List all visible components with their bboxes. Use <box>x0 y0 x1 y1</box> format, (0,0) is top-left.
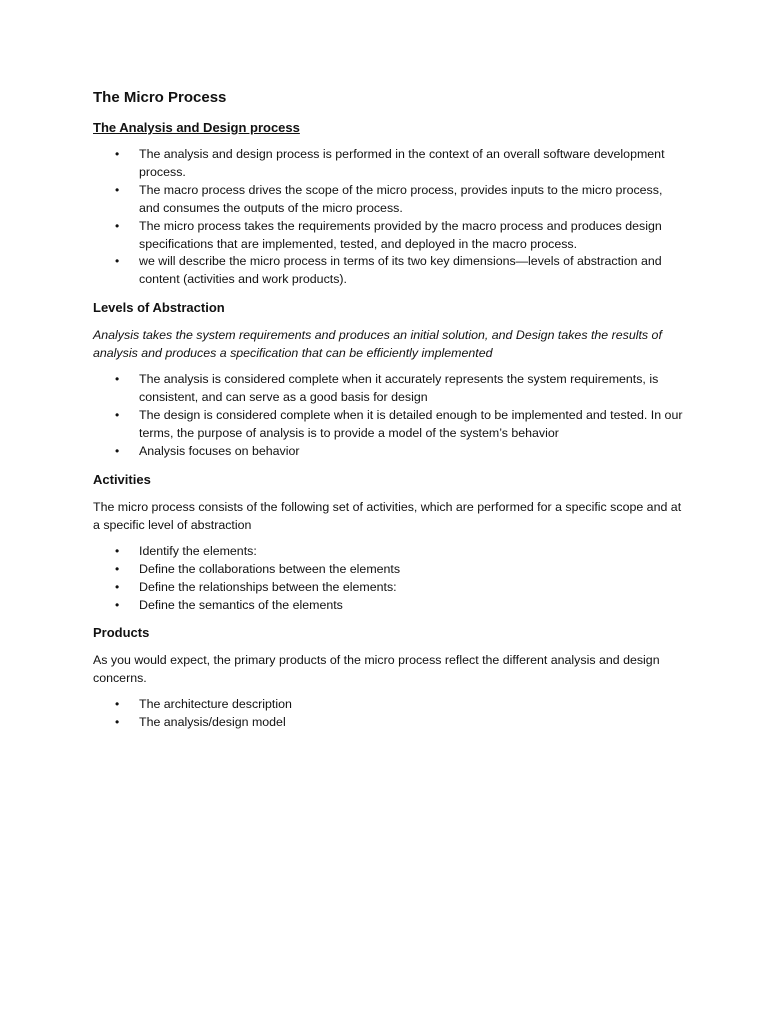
bullet-icon: • <box>115 579 120 594</box>
section-heading-levels: Levels of Abstraction <box>93 300 225 316</box>
list-item-text: The analysis/design model <box>139 715 286 730</box>
list-item-text: Define the relationships between the elements: <box>139 579 397 594</box>
list-item <box>93 714 683 732</box>
bullet-icon: • <box>115 147 120 161</box>
list-item-text: The architecture description <box>139 697 292 712</box>
bullet-icon: • <box>115 443 120 458</box>
list-item <box>93 371 683 407</box>
list-item <box>93 253 683 289</box>
list-item-text: The design is considered complete when it is detailed enough to be implemented and tested. In our terms, the purpose of analysis is to provide a model of the system’s behavior <box>139 408 683 440</box>
list-item-text: The analysis and design process is performed in the context of an overall software development process. <box>139 147 665 179</box>
list-item-text: Analysis focuses on behavior <box>139 443 300 458</box>
products-intro: As you would expect, the primary products of the micro process reflect the different analysis and design concerns. <box>93 653 660 686</box>
levels-intro: Analysis takes the system requirements and produces an initial solution, and Design takes the results of analysis and produces a specification that can be efficiently implemented <box>93 328 662 361</box>
bullet-icon: • <box>115 597 120 612</box>
list-item <box>93 579 683 597</box>
bullet-icon: • <box>115 715 120 730</box>
section-heading-analysis-design: The Analysis and Design process <box>93 120 300 135</box>
list-item-text: The macro process drives the scope of the micro process, provides inputs to the micro process, and consumes the outputs of the micro process. <box>139 182 663 215</box>
activities-intro: The micro process consists of the following set of activities, which are performed for a specific scope and at a specific level of abstraction <box>93 499 682 532</box>
levels-list <box>93 371 683 461</box>
section-heading-products: Products <box>93 625 150 641</box>
bullet-icon: • <box>115 543 120 558</box>
bullet-icon: • <box>115 372 120 387</box>
bullet-icon: • <box>115 254 120 269</box>
list-item <box>93 146 683 182</box>
list-item <box>93 696 683 714</box>
bullet-icon: • <box>115 182 120 197</box>
list-item-text: Define the collaborations between the elements <box>139 561 401 576</box>
list-item <box>93 561 683 579</box>
bullet-icon: • <box>115 561 120 576</box>
list-item-text: The micro process takes the requirements provided by the macro process and produces design specifications that are implemented, tested, and deployed in the macro process. <box>139 218 662 251</box>
products-list <box>93 696 683 732</box>
list-item <box>93 597 683 615</box>
list-item <box>93 443 683 461</box>
list-item-text: The analysis is considered complete when it accurately represents the system requirements, is consistent, and can serve as a good basis for design <box>139 372 659 405</box>
list-item <box>93 218 683 254</box>
bullet-icon: • <box>115 408 120 423</box>
section-heading-activities: Activities <box>93 471 151 487</box>
document-title: The Micro Process <box>93 89 227 106</box>
list-item-text: Identify the elements: <box>139 543 257 558</box>
bullet-icon: • <box>115 218 120 233</box>
list-item <box>93 182 683 218</box>
bullet-icon: • <box>115 697 120 712</box>
document-body <box>93 88 683 732</box>
list-item-text: Define the semantics of the elements <box>139 597 343 612</box>
analysis-design-list <box>93 146 683 289</box>
list-item <box>93 543 683 561</box>
activities-list <box>93 543 683 615</box>
list-item <box>93 407 683 443</box>
list-item-text: we will describe the micro process in terms of its two key dimensions—levels of abstraction and content (activities and work products). <box>139 254 662 287</box>
